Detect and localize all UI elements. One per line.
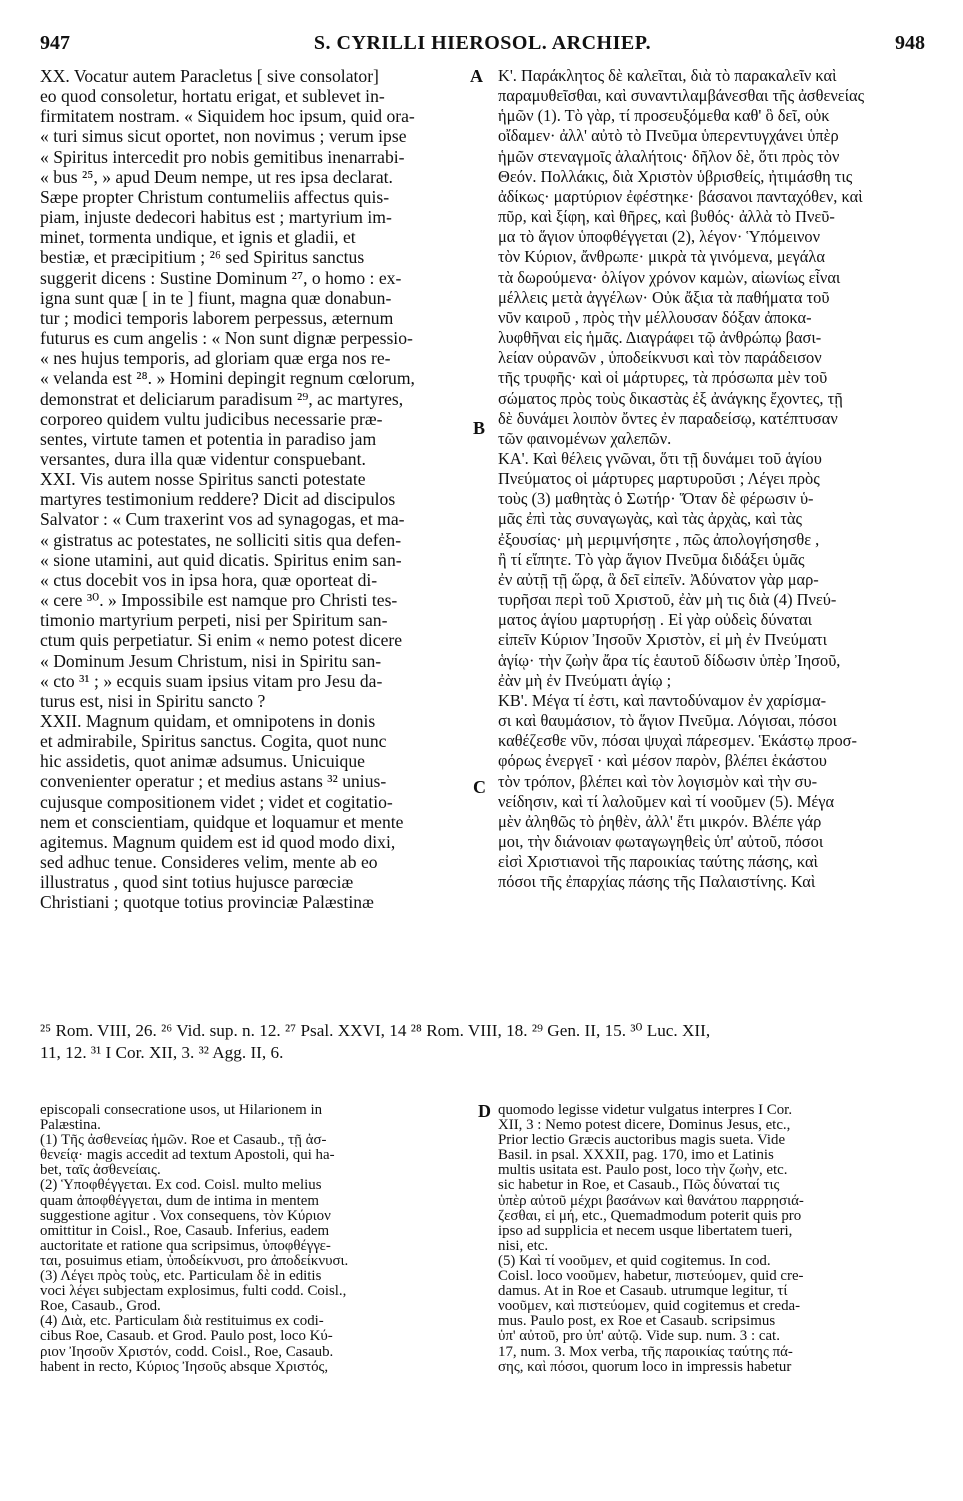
notes-left-text: episcopali consecratione usos, ut Hilarionem in Palæstina. (1) Τῆς ἀσθενείας ἡμῶν. Roe et Casaub., τῇ ἀσ- θενείᾳ· magis accedit ad textum Apostoli, qui ha- bet, ταῖς ἀσθενείαις. (2) Ὑποφθέγγεται. Ex cod. Coisl. multo melius quam ἀποφθέγγεται, dum de intima in mentem suggestione agitur . Vox consequens, τὸν Κύριον omittitur in Coisl., Roe, Casaub. Inferius, eadem auctoritate et ratione qua scripsimus, ὑποφθέγγε- ται, posuimus etiam, ὑποδείκνυσι, pro ἀποδείκνυσι. (3) Λέγει πρὸς τοὺς, etc. Particulam δὲ in editis voci λέγει subjectam explosimus, fulti codd. Coisl., Roe, Casaub., Grod. (4) Διὰ, etc. Particulam διὰ restituimus ex codi- cibus Roe, Casaub. et Grod. Paulo post, loco Κύ- ριον Ἰησοῦν Χριστόν, codd. Coisl., Roe, Casaub. habent in recto, Κύριος Ἰησοῦς absque Χριστός, <box>40 1103 349 1375</box>
greek-column <box>498 66 924 893</box>
margin-letter-d: D <box>478 1101 491 1121</box>
margin-letter-a: A <box>470 66 483 86</box>
greek-paragraph-21: ΚΑ'. Καὶ θέλεις γνῶναι, ὅτι τῇ δυνάμει τοῦ ἁγίου Πνεύματος οἱ μάρτυρες μαρτυροῦσι ; Λέγει πρὸς τοὺς (3) μαθητὰς ὁ Σωτήρ· Ὅταν δὲ φέρωσιν ὑ- μᾶς ἐπὶ τὰς συναγωγὰς, καὶ τὰς ἀρχὰς, καὶ τὰς ἐξουσίας· μὴ μεριμνήσητε , πῶς ἀπολογήσησθε , ἢ τί εἴπητε. Τὸ γὰρ ἅγιον Πνεῦμα διδάξει ὑμᾶς ἐν αὐτῇ τῇ ὥρᾳ, ἃ δεῖ εἰπεῖν. Ἀδύνατον γὰρ μαρ- τυρῆσαι περὶ τοῦ Χριστοῦ, ἐὰν μὴ τις διὰ (4) Πνεύ- ματος ἁγίου μαρτυρήσῃ . Εἰ γὰρ οὐδεὶς δύναται εἰπεῖν Κύριον Ἰησοῦν Χριστὸν, εἰ μὴ ἐν Πνεύματι ἁγίῳ· τὴν ζωὴν ἄρα τίς ἑαυτοῦ δίδωσιν ὑπὲρ Ἰησοῦ, ἐὰν μὴ ἐν Πνεύματι ἁγίῳ ; <box>498 449 841 690</box>
page-number-left: 947 <box>40 32 70 54</box>
latin-column <box>40 66 468 913</box>
editor-notes-left <box>40 1103 470 1375</box>
latin-paragraph-21: XXI. Vis autem nosse Spiritus sancti potestate martyres testimonium reddere? Dicit ad discipulos Salvator : « Cum traxerint vos ad synagogas, et ma- « gistratus ac potestates, ne solliciti sitis qua defen- « sione utamini, aut quid dicatis. Spiritus enim san- « ctus docebit vos in ipsa hora, quæ oporteat di- « cere ³⁰. » Impossibile est namque pro Christi tes- timonio martyrium perpeti, nisi per Spiritum san- ctum quis perpetiatur. Si enim « nemo potest dicere « Dominum Jesum Christum, nisi in Spiritu san- « cto ³¹ ; » ecquis suam ipsius vitam pro Jesu da- turus est, nisi in Spiritu sancto ? <box>40 469 405 711</box>
latin-paragraph-20: XX. Vocatur autem Paracletus [ sive consolator] eo quod consoletur, hortatu erigat, et sublevet in- firmitatem nostram. « Siquidem hoc ipsum, quid ora- « turi simus sicut oportet, non novimus ; verum ipse « Spiritus intercedit pro nobis gemitibus inenarrabi- « bus ²⁵, » apud Deum nempe, ut res ipsa declarat. Sæpe propter Christum contumeliis affectus quis- piam, injuste dedecori habitus est ; martyrium im- minet, tormenta undique, et ignis et gladii, et bestiæ, et præcipitium ; ²⁶ sed Spiritus sanctus suggerit dicens : Sustine Dominum ²⁷, o homo : ex- igna sunt quæ [ in te ] fiunt, magna quæ donabun- tur ; modici temporis laborem perpessus, æternum futurus es cum angelis : « Non sunt dignæ perpessio- « nes hujus temporis, ad gloriam quæ erga nos re- « velanda est ²⁸. » Homini depingit regnum cœlorum, demonstrat et deliciarum paradisum ²⁹, ac martyres, corporeo quidem vultu judicibus necessarie præ- sentes, virtute tamen et potentia in paradiso jam versantes, dura illa quæ videntur conspuebant. <box>40 66 415 469</box>
margin-letter-c: C <box>473 777 486 797</box>
editor-notes-right <box>498 1103 926 1375</box>
margin-letter-b: B <box>473 418 486 438</box>
notes-right-text: quomodo legisse videtur vulgatus interpres I Cor. XII, 3 : Nemo potest dicere, Dominus Jesus, etc., Prior lectio Græcis auctoribus magis sueta. Vide Basil. in psal. XXXII, pag. 170, imo et Latinis multis usitata est. Paulo post, loco τὴν ζωὴν, etc. sic habetur in Roe, et Casaub., Πῶς δύναταί τις ὑπὲρ αὐτοῦ μέχρι βασάνων καὶ θανάτου παρρησιά- ζεσθαι, εἰ μή, etc., Quemadmodum poterit quis pro ipso ad supplicia et necem usque libertatem tueri, nisi, etc. (5) Καὶ τί νοοῦμεν, et quid cogitemus. In cod. Coisl. loco νοοῦμεν, habetur, πιστεύομεν, quid cre- damus. At in Roe et Casaub. utrumque legitur, τί νοοῦμεν, καὶ πιστεύομεν, quid cogitemus et creda- mus. Paulo post, ex Roe et Casaub. scripsimus ὑπ' αὐτοῦ, pro ὑπ' αὐτῷ. Vide sup. num. 3 : cat. 17, num. 3. Mox verba, τῆς παροικίας ταύτης πά- σης, καὶ πόσοι, quorum loco in impressis habetur <box>498 1103 804 1375</box>
greek-paragraph-20: Κ'. Παράκλητος δὲ καλεῖται, διὰ τὸ παρακαλεῖν καὶ παραμυθεῖσθαι, καὶ συναντιλαμβάνεσθαι τῆς ἀσθενείας ἡμῶν (1). Τὸ γὰρ, τί προσευξόμεθα καθ' ὃ δεῖ, οὐκ οἴδαμεν· ἀλλ' αὐτὸ τὸ Πνεῦμα ὑπερεντυγχάνει ὑπὲρ ἡμῶν στεναγμοῖς ἀλαλήτοις· δῆλον δὲ, ὅτι πρὸς τὸν Θεόν. Πολλάκις, διὰ Χριστὸν ὑβρισθείς, ἠτιμάσθη τις ἀδίκως· μαρτύριον ἐφέστηκε· βάσανοι πανταχόθεν, καὶ πῦρ, καὶ ξίφη, καὶ θῆρες, καὶ βυθός· ἀλλὰ τὸ Πνεῦ- μα τὸ ἅγιον ὑποφθέγγεται (2), λέγον· Ὑπόμεινον τὸν Κύριον, ἄνθρωπε· μικρὰ τὰ γινόμενα, μεγάλα τὰ δωρούμενα· ὀλίγον χρόνον καμὼν, αἰωνίως εἶναι μέλλεις μετὰ ἀγγέλων· Οὐκ ἄξια τὰ παθήματα τοῦ νῦν καιροῦ , πρὸς τὴν μέλλουσαν δόξαν ἀποκα- λυφθῆναι εἰς ἡμᾶς. Διαγράφει τῷ ἀνθρώπῳ βασι- λείαν οὐρανῶν , ὑποδείκνυσι καὶ τὸν παράδεισον τῆς τρυφῆς· καὶ οἱ μάρτυρες, τὰ πρόσωπα μὲν τοῦ σώματος πρὸς τοὺς δικαστὰς ἐξ ἀνάγκης ἔχοντες, τῇ δὲ δυνάμει λοιπὸν ὄντες ἐν παραδείσῳ, κατέπτυσαν τῶν φαινομένων χαλεπῶν. <box>498 66 865 448</box>
running-title: S. CYRILLI HIEROSOL. ARCHIEP. <box>313 32 652 54</box>
scripture-footnotes: ²⁵ Rom. VIII, 26. ²⁶ Vid. sup. n. 12. ²⁷ Psal. XXVI, 14 ²⁸ Rom. VIII, 18. ²⁹ Gen. II, 15. ³⁰ Luc. XII, 11, 12. ³¹ I Cor. XII, 3. ³² Agg. II, 6. <box>40 1021 711 1062</box>
latin-paragraph-22: XXII. Magnum quidam, et omnipotens in donis et admirabile, Spiritus sanctus. Cogita, quot nunc hic assidetis, quot animæ adsumus. Unicuique convenienter operatur ; et medius astans ³² unius- cujusque compositionem videt ; videt et cogitatio- nem et conscientiam, quidque et loquamur et mente agitemus. Magnum quidem est id quod modo dixi, sed adhuc tenue. Consideres velim, mente ab eo illustratus , quod sint totius hujusce parœciæ Christiani ; quotque totius provinciæ Palæstinæ <box>40 711 404 913</box>
page-header <box>40 32 925 60</box>
page-number-right: 948 <box>895 32 925 54</box>
greek-paragraph-22: ΚΒ'. Μέγα τί ἐστι, καὶ παντοδύναμον ἐν χαρίσμα- σι καὶ θαυμάσιον, τὸ ἅγιον Πνεῦμα. Λόγισαι, πόσοι καθέζεσθε νῦν, πόσαι ψυχαὶ πάρεσμεν. Ἑκάστῳ προσ- φόρως ἐνεργεῖ · καὶ μέσον παρὸν, βλέπει ἑκάστου τὸν τρόπον, βλέπει καὶ τὸν λογισμὸν καὶ τὴν συ- νείδησιν, καὶ τί λαλοῦμεν καὶ τί νοοῦμεν (5). Μέγα μὲν ἀληθῶς τὸ ῥηθὲν, ἀλλ' ἔτι μικρόν. Βλέπε γάρ μοι, τὴν διάνοιαν φωταγωγηθεὶς ὑπ' αὐτοῦ, πόσοι εἰσὶ Χριστιανοὶ τῆς παροικίας ταύτης πάσης, καὶ πόσοι τῆς ἐπαρχίας πάσης τῆς Παλαιστίνης. Καὶ <box>498 691 857 892</box>
